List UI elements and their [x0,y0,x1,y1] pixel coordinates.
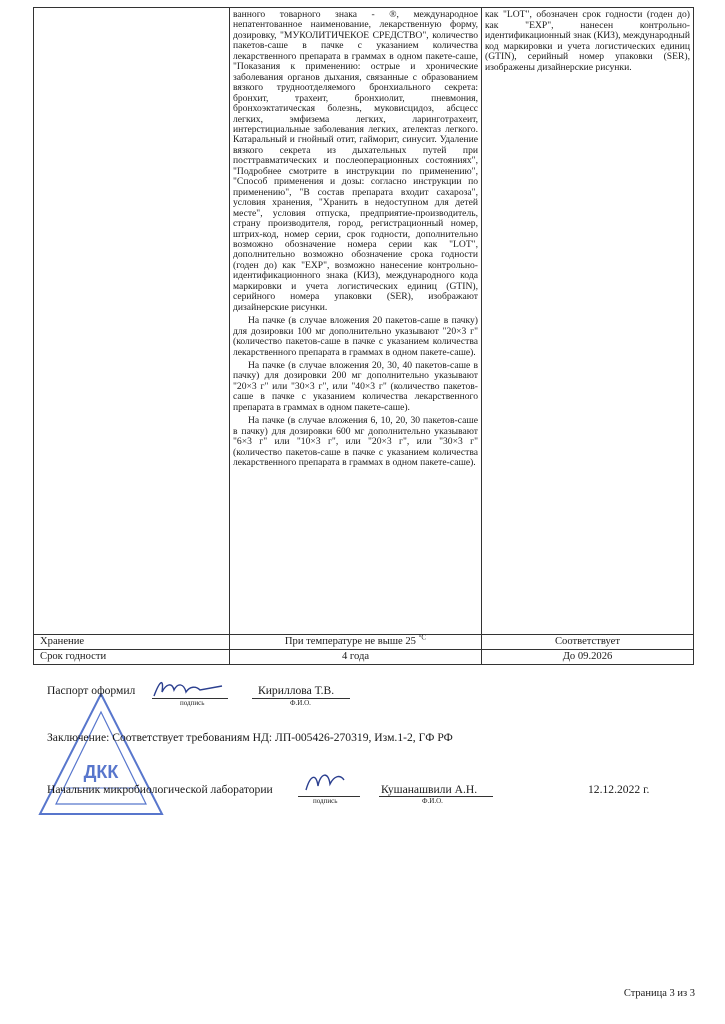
requirement-cell [230,8,482,635]
conclusion-text: Заключение: Соответствует требованиям НД: ЛП-005426-270319, Изм.1-2, ГФ РФ [47,731,453,744]
head-sig-caption: подпись [313,797,338,805]
head-signature [300,766,360,796]
quality-control-stamp [36,690,166,820]
head-date: 12.12.2022 г. [588,783,650,796]
storage-requirement: При температуре не выше 25 $^{^\circ С}$ [230,635,482,650]
shelf-life-label: Срок годности [34,650,230,665]
table-row [34,8,694,635]
storage-label: Хранение [34,635,230,650]
shelf-life-requirement: 4 года [230,650,482,665]
head-fio-caption: Ф.И.О. [422,797,443,805]
storage-result: Соответствует [482,635,694,650]
passport-label: Паспорт оформил [47,684,136,697]
table-row-shelf-life [34,650,694,665]
head-label: Начальник микробиологической лаборатории [47,783,273,796]
requirement-text: ванного товарного знака - ®, международное непатентованное наименование, лекарственную форму, дозировку, "МУКОЛИТИЧЕКОЕ СРЕДСТВО", количество пакетов-саше в пачке с указанием количества лекарственного препарата в граммах в одном пакете-саше, "Показания к применению: острые и хронические заболевания органов дыхания, связанные с образованием вязкого трудноотделяемого бронхиального секрета: бронхит, трахеит, бронхиолит, пневмония, бронхоэктатическая болезнь, муковисцидоз, абсцесс легких, эмфизема легких, ларинготрахеит, интерстициальные заболевания легких, ателектаз легкого. Катаральный и гнойный отит, гайморит, синусит. Удаление вязкого секрета из дыхательных путей при посттравматических и послеоперационных состояниях", "Подробнее смотрите в инструкции по применению", "Способ применения и дозы: согласно инструкции по применению", "В состав препарата входит сахароза", условия хранения, "Хранить в недоступном для детей месте", условия отпуска, предприятие-производитель, страну производителя, город, регистрационный номер, штрих-код, номер серии, срок годности, дополнительно возможно обозначение номера серии как "LOT", дополнительно возможно обозначение срока годности (годен до) как "EXP", возможно нанесение контрольно-идентификационного знака (КИЗ), международного кода маркировки и учета логистических единиц (GTIN), серийного номера упаковки (SER), изображают дизайнерские рисунки. [233,9,478,313]
requirement-paragraph-3: На пачке (в случае вложения 20, 30, 40 пакетов-саше в пачку) для дозировки 200 мг дополнительно указывают "20×3 г" или "30×3 г", или "40×3 г" (количество пакетов-саше в пачке с указанием количества лекарственного препарата в граммах в одном пакете-саше). [233,359,478,413]
spec-table [33,7,694,665]
shelf-life-result: До 09.2026 [482,650,694,665]
stamp-text: ДКК [83,762,119,782]
passport-name: Кириллова Т.В. [258,684,335,697]
result-text: как "LOT", обозначен срок годности (годен до) как "EXP", нанесен контрольно-идентификационный знак (КИЗ), международный код маркировки и учета логистических единиц (GTIN), серийный номер упаковки (SER), изображены дизайнерские рисунки. [485,9,690,73]
table-cell-empty [34,8,230,635]
requirement-paragraph-2: На пачке (в случае вложения 20 пакетов-саше в пачку) для дозировки 100 мг дополнительно указывают "20×3 г" (количество пакетов-саше в пачке с указанием количества лекарственного препарата в граммах в одном пакете-саше). [233,315,478,358]
page-footer: Страница 3 из 3 [623,988,695,999]
result-cell [482,8,694,635]
passport-sig-caption: подпись [180,699,205,707]
table-row-storage [34,635,694,650]
passport-fio-caption: Ф.И.О. [290,699,311,707]
requirement-paragraph-4: На пачке (в случае вложения 6, 10, 20, 30 пакетов-саше в пачку) для дозировки 600 мг дополнительно указывают "6×3 г" или "10×3 г", или "20×3 г", или "30×3 г" (количество пакетов-саше в пачке с указанием количества лекарственного препарата в граммах в одном пакете-саше). [233,415,478,469]
head-name: Кушанашвили А.Н. [381,783,478,796]
